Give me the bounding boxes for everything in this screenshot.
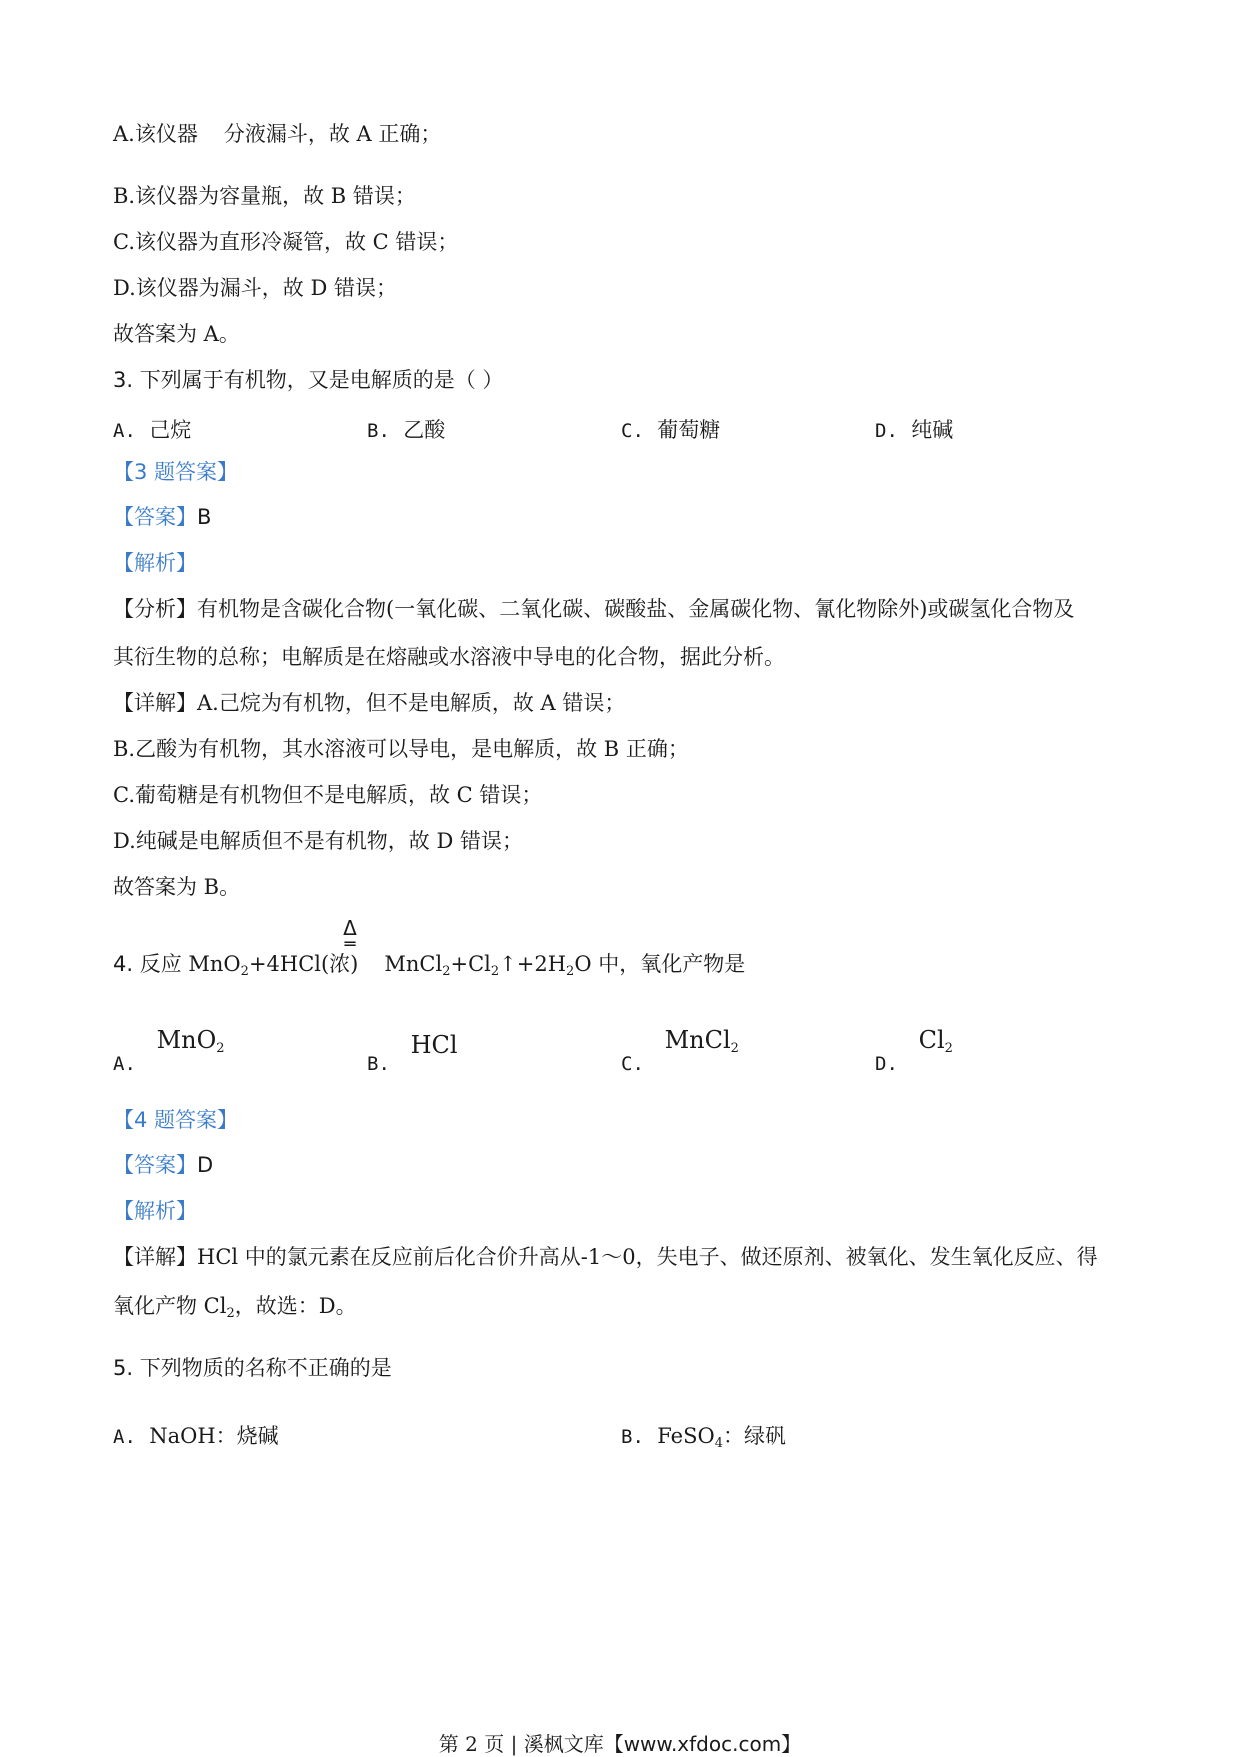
q4-text: +4HCl(浓) [248,952,359,976]
q4-stem [113,952,745,977]
answer-label: 【答案】 [113,1153,197,1177]
q2-explain-b: B.该仪器为容量瓶，故 B 错误； [113,184,416,208]
q4-option-a[interactable] [113,1026,225,1075]
q4-analysis-label: 【解析】 [113,1199,197,1223]
q3-answer-heading: 【3 题答案】 [113,460,239,484]
q4-text: O 中，氧化产物是 [574,952,746,976]
subscript: 4 [714,1436,723,1451]
q4-detail-line1: 【详解】HCl 中的氯元素在反应前后化合价升高从-1～0，失电子、做还原剂、被氧化、发生氧化反应、得 [113,1245,1098,1269]
q5-stem-text: 下列物质的名称不正确的是 [139,1356,392,1380]
q4-option-c[interactable] [621,1026,739,1075]
subscript: 2 [216,1041,225,1056]
q5-option-a[interactable] [113,1420,279,1450]
q4-text: MnCl [384,952,443,976]
q3-option-c[interactable] [621,414,720,444]
q4-detail-text: ，故选：D。 [234,1294,357,1318]
subscript: 2 [226,1306,235,1321]
q4-text: ↑+2H [499,952,567,976]
page-footer [0,1728,1240,1757]
option-letter: B. [621,1426,644,1448]
option-text: 纯碱 [911,418,954,442]
subscript: 2 [490,964,500,979]
footer-url-link[interactable]: 【www.xfdoc.com】 [603,1732,802,1756]
subscript: 2 [566,964,575,979]
equals-sign: ═ [344,934,356,955]
q4-answer [113,1153,213,1178]
answer-value: B [197,505,212,529]
option-text: FeSO [657,1424,715,1448]
q2-a-suffix: 分液漏斗，故 A 正确； [223,122,442,146]
q4-option-d[interactable] [875,1026,953,1075]
formula: MnCl [664,1026,731,1054]
q3-detail-a: 【详解】A.己烷为有机物，但不是电解质，故 A 错误； [113,691,626,715]
q3-analysis-label: 【解析】 [113,551,197,575]
heat-symbol: Δ [343,916,357,940]
q4-option-b[interactable] [367,1031,458,1075]
answer-value: D [197,1153,214,1177]
subscript: 2 [442,964,451,979]
option-text: 葡萄糖 [657,418,721,442]
footer-brand: 溪枫文库 [523,1732,604,1756]
q4-answer-heading: 【4 题答案】 [113,1108,239,1132]
q3-stem-text: 下列属于有机物，又是电解质的是（ ） [139,368,504,392]
answer-label: 【答案】 [113,505,197,529]
q4-text: 反应 MnO [139,952,241,976]
option-letter: B. [367,420,390,442]
q3-number: 3. [113,368,134,392]
q2-explain-c: C.该仪器为直形冷凝管，故 C 错误； [113,230,459,254]
q3-conclusion: 故答案为 B。 [113,875,241,899]
subscript: 2 [730,1041,739,1056]
option-letter: B. [367,1053,390,1075]
formula: MnO [156,1026,217,1054]
subscript: 2 [240,964,249,979]
option-text: 己烷 [149,418,192,442]
option-letter: A. [113,420,136,442]
q5-stem [113,1356,392,1381]
option-letter: D. [875,1053,898,1075]
q3-option-d[interactable] [875,414,953,444]
formula: Cl [918,1026,945,1054]
q2-answer: 故答案为 A。 [113,322,240,346]
q2-explain-a [113,122,441,147]
reaction-condition [342,918,358,954]
option-text: ：绿矾 [722,1424,786,1448]
q3-option-a[interactable] [113,414,191,444]
q2-explain-d: D.该仪器为漏斗，故 D 错误； [113,276,397,300]
q5-option-b[interactable] [621,1420,786,1450]
q3-fenxi-line1: 【分析】有机物是含碳化合物(一氧化碳、二氧化碳、碳酸盐、金属碳化物、氰化物除外)或碳氢化合物及 [113,597,1075,621]
q3-option-b[interactable] [367,414,445,444]
option-text: 乙酸 [403,418,446,442]
q3-stem [113,368,503,393]
q4-text: +Cl [450,952,491,976]
q2-a-prefix: A.该仪器 [113,122,198,146]
option-letter: C. [621,420,644,442]
q4-number: 4. [113,952,134,976]
q3-answer [113,505,211,530]
option-text: NaOH：烧碱 [149,1424,279,1448]
q5-number: 5. [113,1356,134,1380]
option-letter: A. [113,1426,136,1448]
q3-detail-c: C.葡萄糖是有机物但不是电解质，故 C 错误； [113,783,543,807]
q3-detail-b: B.乙酸为有机物，其水溶液可以导电，是电解质，故 B 正确； [113,737,689,761]
q3-fenxi-line2: 其衍生物的总称；电解质是在熔融或水溶液中导电的化合物，据此分析。 [113,645,785,669]
q4-detail-text: 氧化产物 Cl [113,1294,227,1318]
option-letter: A. [113,1053,136,1075]
option-letter: D. [875,420,898,442]
formula: HCl [410,1031,458,1059]
q4-detail-line2 [113,1294,357,1319]
q3-detail-d: D.纯碱是电解质但不是有机物，故 D 错误； [113,829,523,853]
footer-separator: | [504,1732,524,1756]
subscript: 2 [944,1041,953,1056]
page-number: 第 2 页 [438,1732,505,1756]
option-letter: C. [621,1053,644,1075]
